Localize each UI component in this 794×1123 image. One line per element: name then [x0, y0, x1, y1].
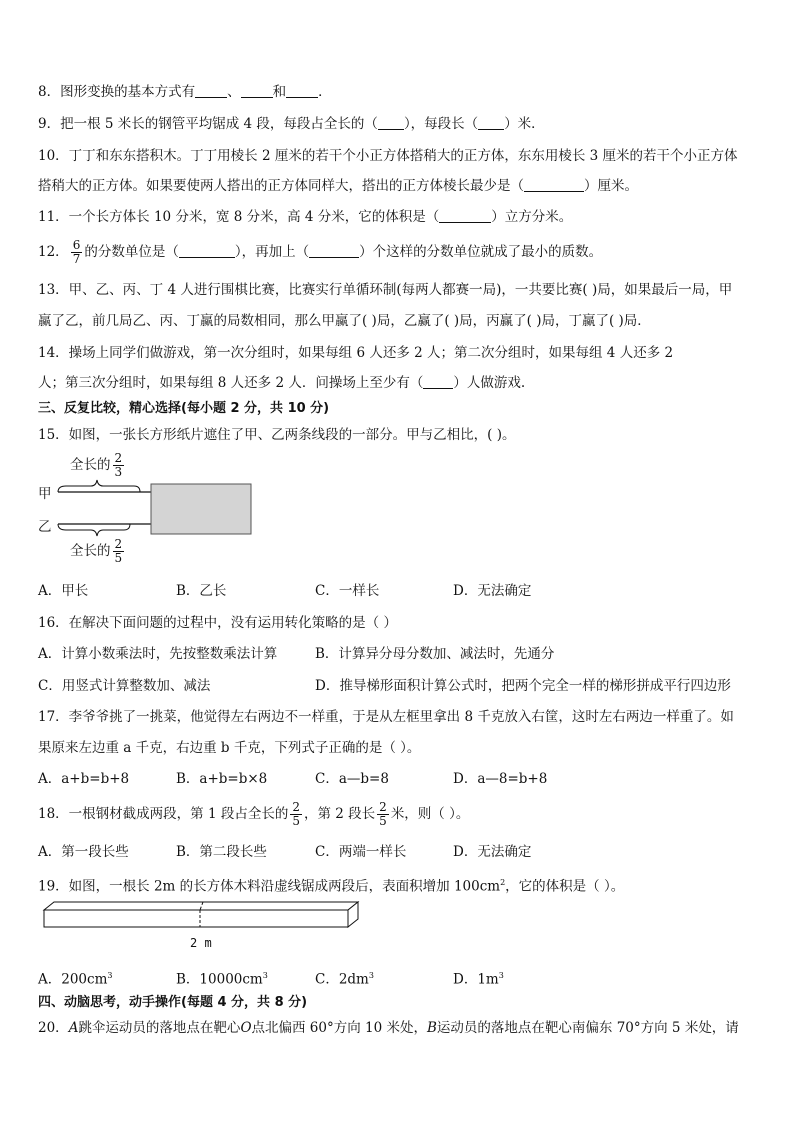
point-b-label: B [427, 1020, 437, 1036]
option-text: C．2dm [315, 971, 369, 988]
frac-numerator: 2 [114, 537, 123, 551]
q19-end: ，它的体积是（ ）。 [505, 878, 625, 895]
option-c[interactable]: C．a—b=8 [315, 771, 389, 787]
answer-blank[interactable] [378, 115, 404, 130]
option-c[interactable] [315, 966, 374, 990]
answer-blank[interactable] [195, 83, 227, 98]
q9-text: 9．把一根 5 米长的钢管平均锯成 4 段，每段占全长的（ [38, 116, 378, 132]
q8-sep1: 、 [227, 84, 241, 100]
option-d[interactable]: D．无法确定 [453, 583, 532, 599]
fraction-2-5 [290, 801, 302, 828]
bar-top-face [44, 902, 358, 910]
q18-end: 米，则（ ）。 [390, 806, 470, 822]
bar-front-face [44, 910, 348, 927]
option-b[interactable]: B．a+b=b×8 [176, 771, 268, 787]
option-b[interactable]: B．乙长 [176, 583, 227, 599]
brace-bottom [58, 524, 130, 536]
option-sup: 3 [368, 971, 374, 980]
brace-top [58, 480, 140, 492]
fraction-2-5 [377, 801, 389, 828]
question-10-line1: 10．丁丁和东东搭积木。丁丁用棱长 2 厘米的若干个小正方体搭稍大的正方体，东东用棱长 3 厘米的若干个小正方体 [38, 148, 738, 164]
question-18 [38, 800, 469, 828]
q19-text: 19．如图，一根长 2m 的长方体木料沿虚线锯成两段后，表面积增加 100cm [38, 878, 501, 895]
answer-blank[interactable] [478, 115, 504, 130]
q18-text: 18．一根钢材截成两段，第 1 段占全长的 [38, 806, 289, 822]
question-9 [38, 114, 545, 134]
question-14-line1: 14．操场上同学们做游戏，第一次分组时，如果每组 6 人还多 2 人；第二次分组时，如果每组 4 人还多 2 [38, 345, 674, 361]
q19-sup: 2 [500, 878, 506, 887]
fraction-6-7 [71, 239, 83, 266]
answer-blank[interactable] [179, 243, 235, 258]
option-text: A．200cm [38, 971, 108, 988]
q14-text: 人；第三次分组时，如果每组 8 人还多 2 人．问操场上至少有（ [38, 375, 424, 391]
question-17-line2: 果原来左边重 a 千克，右边重 b 千克，下列式子正确的是（ ）。 [38, 740, 421, 756]
option-d[interactable] [453, 966, 504, 990]
label-bottom-fraction [70, 538, 126, 565]
question-8 [38, 82, 332, 102]
option-d[interactable]: D．无法确定 [453, 844, 532, 860]
q8-end: ． [318, 84, 332, 100]
top-label-text: 全长的 [70, 457, 111, 473]
frac-denominator: 5 [114, 551, 123, 565]
question-19 [38, 873, 624, 897]
answer-blank[interactable] [524, 177, 584, 192]
q12-num: 12． [38, 244, 69, 260]
frac-denominator: 5 [292, 814, 300, 828]
option-d[interactable]: D．推导梯形面积计算公式时，把两个完全一样的梯形拼成平行四边形 [315, 678, 731, 694]
frac-denominator: 7 [72, 252, 81, 266]
answer-blank[interactable] [309, 243, 359, 258]
label-yi: 乙 [38, 519, 52, 535]
question-10-line2 [38, 176, 638, 196]
label-jia: 甲 [38, 486, 52, 502]
q18-mid: ，第 2 段长 [304, 806, 376, 822]
option-sup: 3 [107, 971, 113, 980]
option-b[interactable]: B．第二段长些 [176, 844, 267, 860]
wood-bar-figure [40, 898, 365, 933]
q11-text: 11．一个长方体长 10 分米，宽 8 分米，高 4 分米，它的体积是（ [38, 209, 440, 225]
option-a[interactable]: A．甲长 [38, 583, 89, 599]
option-a[interactable]: A．第一段长些 [38, 844, 129, 860]
question-20 [38, 1018, 739, 1038]
question-17-line1: 17．李爷爷挑了一挑菜，他觉得左右两边不一样重，于是从左框里拿出 8 千克放入右筐，这时左右两边一样重了。如 [38, 709, 734, 725]
option-d[interactable]: D．a—8=b+8 [453, 771, 548, 787]
q20-text2: 点北偏西 60°方向 10 米处， [251, 1020, 427, 1036]
point-a-label: A [68, 1020, 79, 1036]
section-4-heading: 四、动脑思考，动手操作(每题 4 分，共 8 分) [38, 995, 308, 1010]
q20-text3: 运动员的落地点在靶心南偏东 70°方向 5 米处，请 [436, 1020, 739, 1036]
frac-numerator: 2 [292, 800, 300, 814]
q12-mid: ），再加上（ [234, 244, 310, 260]
frac-denominator: 5 [379, 814, 387, 828]
paper-rectangle [151, 484, 251, 534]
option-c[interactable]: C．两端一样长 [315, 844, 407, 860]
section-3-heading: 三、反复比较，精心选择(每小题 2 分，共 10 分) [38, 401, 330, 416]
fraction-2-3 [113, 452, 125, 479]
q10-text: 搭稍大的正方体。如果要使两人搭出的正方体同样大，搭出的正方体棱长最少是（ [38, 178, 524, 194]
answer-blank[interactable] [286, 83, 318, 98]
question-16: 16．在解决下面问题的过程中，没有运用转化策略的是（ ） [38, 615, 397, 631]
option-b[interactable]: B．计算异分母分数加、减法时，先通分 [315, 646, 555, 662]
q9-mid: ），每段长（ [403, 116, 479, 132]
option-sup: 3 [262, 971, 268, 980]
frac-numerator: 2 [379, 800, 387, 814]
q8-sep2: 和 [272, 84, 287, 100]
question-13-line1: 13．甲、乙、丙、丁 4 人进行围棋比赛，比赛实行单循环制(每两人都赛一局)，一共要比赛( )局，如果最后一局，甲 [38, 282, 733, 298]
option-a[interactable]: A．a+b=b+8 [38, 771, 130, 787]
fraction-2-5 [113, 538, 125, 565]
q14-end: ）人做游戏. [453, 375, 526, 391]
frac-numerator: 2 [114, 451, 123, 465]
question-11 [38, 207, 572, 227]
answer-blank[interactable] [439, 208, 491, 223]
bottom-label-text: 全长的 [70, 543, 111, 559]
option-a[interactable] [38, 966, 112, 990]
point-o-label: O [240, 1020, 252, 1036]
length-label: 2 m [190, 936, 212, 950]
frac-numerator: 6 [72, 238, 81, 252]
question-12 [38, 238, 602, 266]
q20-text1: 跳伞运动员的落地点在靶心 [78, 1020, 241, 1036]
question-13-line2: 赢了乙，前几局乙、丙、丁赢的局数相同，那么甲赢了( )局，乙赢了( )局，丙赢了( )局，丁赢了( )局． [38, 313, 651, 329]
label-top-fraction [70, 452, 126, 479]
q8-text: 8．图形变换的基本方式有 [38, 84, 196, 100]
answer-blank[interactable] [241, 83, 273, 98]
q9-end: ）米． [504, 116, 545, 132]
question-15: 15．如图，一张长方形纸片遮住了甲、乙两条线段的一部分。甲与乙相比，( )。 [38, 427, 516, 443]
option-sup: 3 [498, 971, 504, 980]
option-text: D．1m [453, 971, 499, 988]
option-a[interactable]: A．计算小数乘法时，先按整数乘法计算 [38, 646, 278, 662]
q11-end: ）立方分米。 [491, 209, 573, 225]
option-text: B．10000cm [176, 971, 263, 988]
answer-blank[interactable] [423, 374, 453, 389]
q20-num: 20． [38, 1020, 69, 1036]
option-c[interactable]: C．一样长 [315, 583, 380, 599]
q12-text: 的分数单位是（ [84, 244, 179, 260]
option-c[interactable]: C．用竖式计算整数加、减法 [38, 678, 211, 694]
q12-end: ）个这样的分数单位就成了最小的质数。 [359, 244, 603, 260]
q10-end: ）厘米。 [584, 178, 638, 194]
frac-denominator: 3 [114, 465, 123, 479]
option-b[interactable] [176, 966, 268, 990]
question-14-line2 [38, 373, 525, 393]
